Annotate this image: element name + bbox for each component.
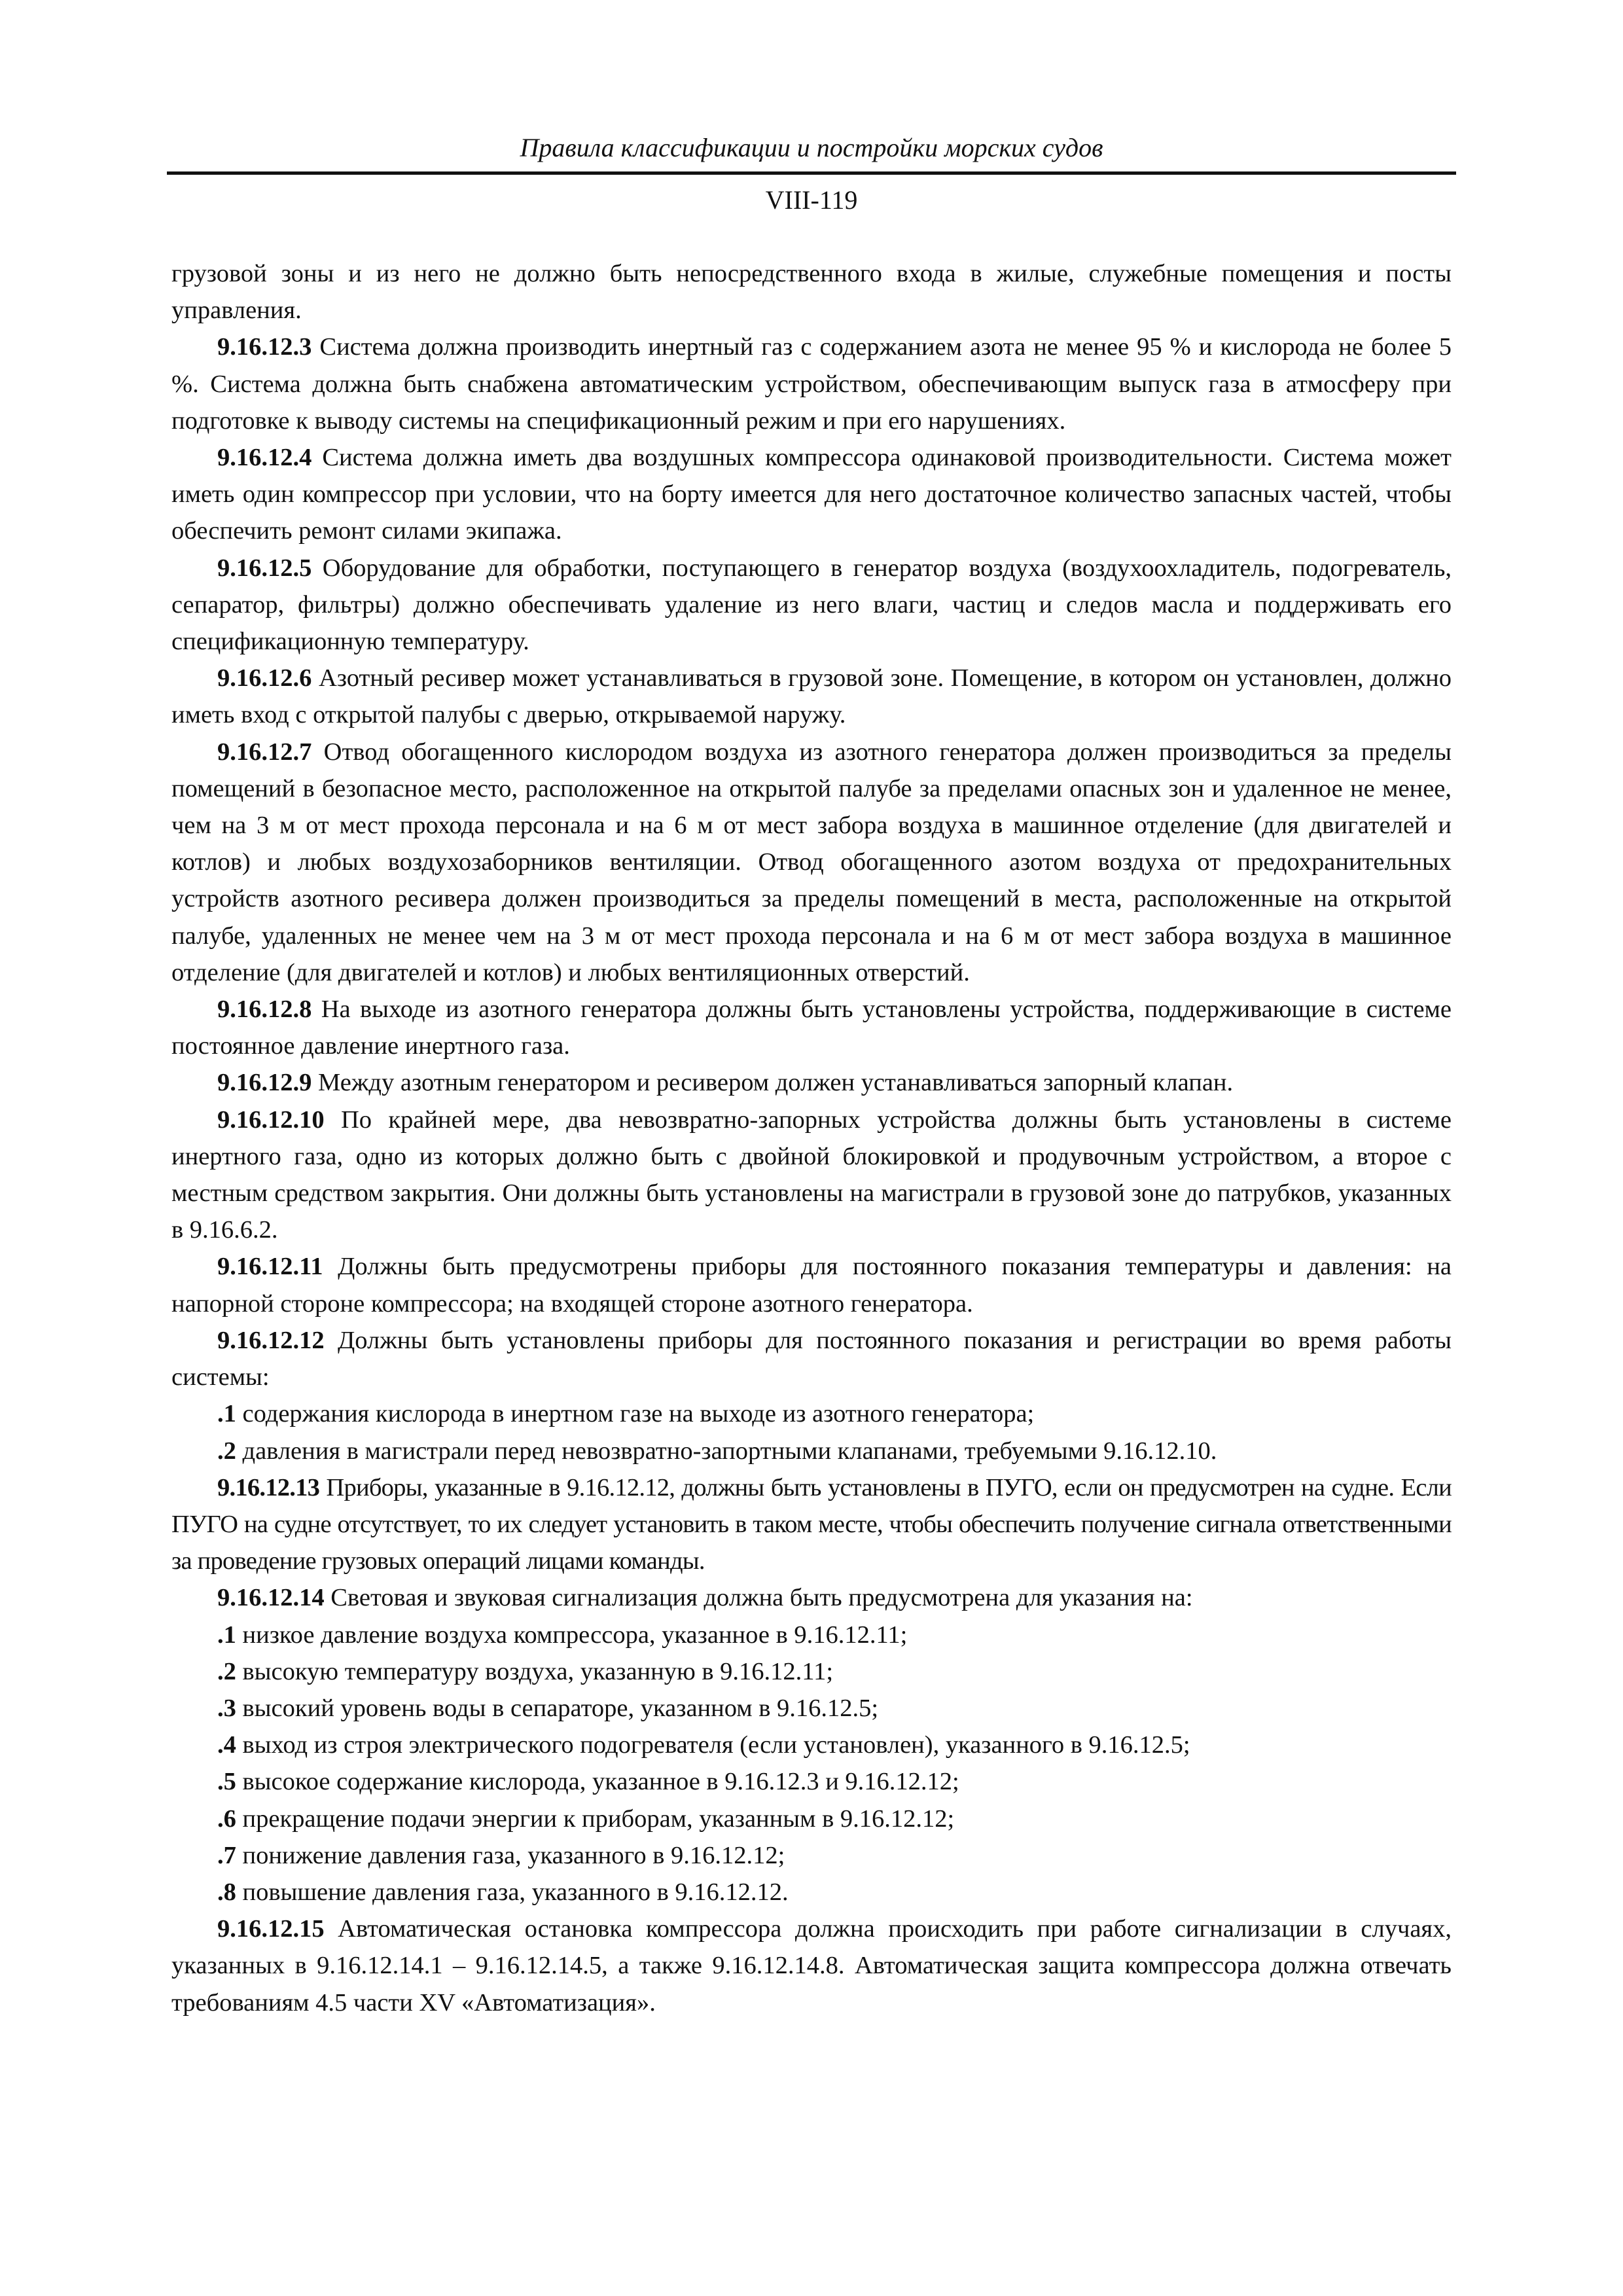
clause-number: 9.16.12.12: [217, 1326, 325, 1354]
clause-paragraph: [171, 1579, 1452, 1616]
clause-paragraph: [171, 439, 1452, 550]
clause-paragraph: [171, 1469, 1452, 1580]
paragraph-text: повышение давления газа, указанного в 9.16.12.12.: [236, 1878, 789, 1906]
clause-paragraph: [171, 1064, 1452, 1101]
list-item: [171, 1395, 1452, 1432]
item-number: .1: [217, 1400, 236, 1428]
paragraph-text: Отвод обогащенного кислородом воздуха из азотного генератора должен производиться за пределы помещений в безопасное место, расположенное на открытой палубе за пределами опасных зон и удаленное не менее, чем на 3 м от мест прохода персонала и на 6 м от мест забора воздуха в машинное отделение (для двигателей и котлов) и любых воздухозаборников вентиляции. Отвод обогащенного азотом воздуха от предохранительных устройств азотного ресивера должен производиться за пределы помещений в места, расположенные на открытой палубе, удаленных не менее чем на 3 м от мест прохода персонала и на 6 м от мест забора воздуха в машинное отделение (для двигателей и котлов) и любых вентиляционных отверстий.: [171, 738, 1452, 986]
paragraph-text: низкое давление воздуха компрессора, указанное в 9.16.12.11;: [236, 1621, 908, 1649]
paragraph-text: прекращение подачи энергии к приборам, указанным в 9.16.12.12;: [236, 1804, 955, 1833]
clause-paragraph: [171, 1102, 1452, 1249]
clause-number: 9.16.12.4: [217, 444, 312, 472]
paragraph-text: высокий уровень воды в сепараторе, указанном в 9.16.12.5;: [236, 1694, 879, 1722]
item-number: .2: [217, 1657, 236, 1685]
paragraph-text: содержания кислорода в инертном газе на выходе из азотного генератора;: [236, 1400, 1035, 1428]
list-item: [171, 1763, 1452, 1800]
clause-number: 9.16.12.6: [217, 664, 312, 692]
paragraph-text: высокую температуру воздуха, указанную в 9.16.12.11;: [236, 1657, 834, 1685]
item-number: .8: [217, 1878, 236, 1906]
running-title: Правила классификации и постройки морских судов: [520, 133, 1103, 162]
item-number: .7: [217, 1841, 236, 1869]
item-number: .2: [217, 1437, 236, 1465]
list-item: [171, 1617, 1452, 1653]
continued-paragraph: [171, 255, 1452, 329]
paragraph-text: Должны быть установлены приборы для постоянного показания и регистрации во время работы системы:: [171, 1326, 1452, 1391]
clause-paragraph: [171, 1248, 1452, 1321]
clause-paragraph: [171, 329, 1452, 439]
paragraph-text: Световая и звуковая сигнализация должна быть предусмотрена для указания на:: [324, 1584, 1193, 1612]
paragraph-text: Должны быть предусмотрены приборы для постоянного показания температуры и давления: на напорной стороне компрессора; на входящей стороне азотного генератора.: [171, 1253, 1452, 1318]
paragraph-text: высокое содержание кислорода, указанное в 9.16.12.3 и 9.16.12.12;: [236, 1768, 959, 1796]
list-item: [171, 1801, 1452, 1837]
list-item: [171, 1653, 1452, 1690]
clause-number: 9.16.12.10: [217, 1105, 325, 1134]
item-number: .1: [217, 1621, 236, 1649]
item-number: .5: [217, 1768, 236, 1796]
paragraph-text: Система должна иметь два воздушных компрессора одинаковой производительности. Система может иметь один компрессор при условии, что на борту имеется для него достаточное количество запасных частей, чтобы обеспечить ремонт силами экипажа.: [171, 444, 1452, 545]
paragraph-text: выход из строя электрического подогревателя (если установлен), указанного в 9.16.12.5;: [236, 1731, 1190, 1759]
clause-number: 9.16.12.13: [217, 1473, 320, 1501]
item-number: .4: [217, 1731, 236, 1759]
body-text: [171, 255, 1452, 2021]
page-number: VIII-119: [765, 185, 858, 215]
paragraph-text: На выходе из азотного генератора должны быть установлены устройства, поддерживающие в системе постоянное давление инертного газа.: [171, 996, 1452, 1060]
paragraph-text: понижение давления газа, указанного в 9.16.12.12;: [236, 1841, 785, 1869]
paragraph-text: Азотный ресивер может устанавливаться в грузовой зоне. Помещение, в котором он установлен, должно иметь вход с открытой палубы с дверью, открываемой наружу.: [171, 664, 1452, 729]
clause-number: 9.16.12.11: [217, 1253, 323, 1281]
header-rule: [167, 171, 1456, 175]
list-item: [171, 1874, 1452, 1910]
clause-number: 9.16.12.9: [217, 1069, 312, 1097]
list-item: [171, 1690, 1452, 1727]
list-item: [171, 1433, 1452, 1469]
clause-number: 9.16.12.5: [217, 554, 312, 582]
paragraph-text: Между азотным генератором и ресивером должен устанавливаться запорный клапан.: [312, 1069, 1234, 1097]
paragraph-text: Автоматическая остановка компрессора должна происходить при работе сигнализации в случаях, указанных в 9.16.12.14.1 – 9.16.12.14.5, а также 9.16.12.14.8. Автоматическая защита компрессора должна отвечать требованиям 4.5 части XV «Автоматизация».: [171, 1915, 1452, 2017]
clause-paragraph: [171, 550, 1452, 660]
paragraph-text: Приборы, указанные в 9.16.12.12, должны быть установлены в ПУГО, если он предусмотрен на судне. Если ПУГО на судне отсутствует, то их следует установить в таком месте, чтобы обеспечить получение сигнала ответственными за проведение грузовых операций лицами команды.: [171, 1473, 1452, 1575]
item-number: .3: [217, 1694, 236, 1722]
clause-paragraph: [171, 1910, 1452, 2021]
clause-paragraph: [171, 991, 1452, 1064]
list-item: [171, 1727, 1452, 1763]
list-item: [171, 1837, 1452, 1874]
clause-number: 9.16.12.14: [217, 1584, 325, 1612]
clause-paragraph: [171, 1322, 1452, 1395]
paragraph-text: Оборудование для обработки, поступающего в генератор воздуха (воздухоохладитель, подогреватель, сепаратор, фильтры) должно обеспечивать удаление из него влаги, частиц и следов масла и поддерживать его спецификационную температуру.: [171, 554, 1452, 656]
paragraph-text: Система должна производить инертный газ с содержанием азота не менее 95 % и кислорода не более 5 %. Система должна быть снабжена автоматическим устройством, обеспечивающим выпуск газа в атмосферу при подготовке к выводу системы на спецификационный режим и при его нарушениях.: [171, 333, 1452, 435]
clause-number: 9.16.12.15: [217, 1915, 325, 1943]
paragraph-text: грузовой зоны и из него не должно быть непосредственного входа в жилые, служебные помещения и посты управления.: [171, 260, 1452, 325]
clause-paragraph: [171, 734, 1452, 991]
clause-number: 9.16.12.7: [217, 738, 312, 766]
clause-paragraph: [171, 660, 1452, 733]
paragraph-text: По крайней мере, два невозвратно-запорных устройства должны быть установлены в системе инертного газа, одно из которых должно быть с двойной блокировкой и продувочным устройством, а второе с местным средством закрытия. Они должны быть установлены на магистрали в грузовой зоне до патрубков, указанных в 9.16.6.2.: [171, 1105, 1452, 1244]
item-number: .6: [217, 1804, 236, 1833]
paragraph-text: давления в магистрали перед невозвратно-запортными клапанами, требуемыми 9.16.12.10.: [236, 1437, 1217, 1465]
clause-number: 9.16.12.3: [217, 333, 312, 361]
clause-number: 9.16.12.8: [217, 996, 312, 1024]
